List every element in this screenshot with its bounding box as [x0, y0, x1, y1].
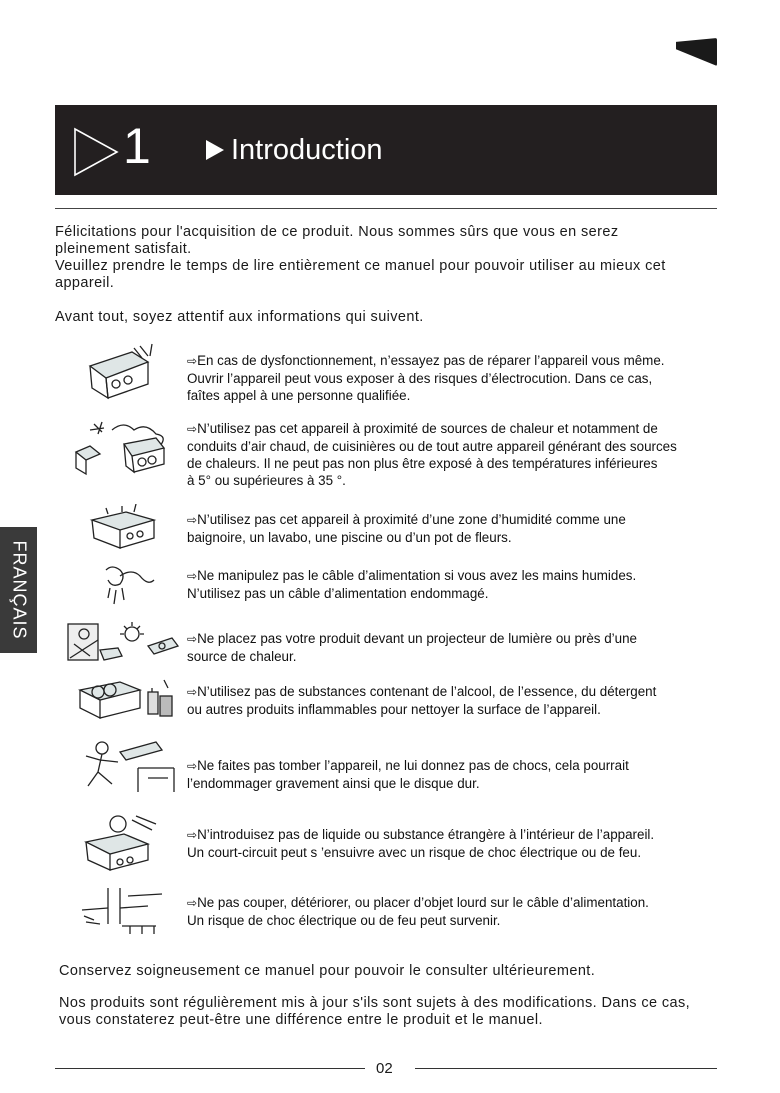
warning-text: Ne pas couper, détériorer, ou placer d’objet lourd sur le câble d’alimentation.	[197, 895, 649, 910]
warning-text: source de chaleur.	[187, 649, 297, 664]
intro-text	[55, 224, 715, 326]
banner-divider	[55, 208, 717, 209]
keep-manual-note: Conservez soigneusement ce manuel pour pouvoir le consulter ultérieurement.	[59, 963, 596, 979]
sunlight-projector-icon	[64, 620, 180, 666]
repair-hazard-icon	[82, 342, 162, 402]
warning-text: N’utilisez pas cet appareil à proximité d’une zone d’humidité comme une	[197, 512, 626, 527]
chapter-play-icon	[73, 127, 119, 177]
drop-shock-icon	[78, 738, 178, 794]
warning-item	[187, 352, 727, 404]
warning-item	[187, 630, 727, 665]
chapter-title: Introduction	[231, 134, 383, 166]
title-bullet-icon	[206, 140, 224, 160]
intro-line: appareil.	[55, 275, 115, 291]
warning-text: conduits d’air chaud, de cuisinières ou de tout autre appareil générant des sources	[187, 439, 677, 454]
warning-text: N’utilisez pas un câble d’alimentation endommagé.	[187, 586, 489, 601]
arrow-icon: ⇨	[187, 632, 198, 646]
warning-item	[187, 757, 727, 792]
footer-rule-right	[415, 1068, 717, 1069]
language-tab	[0, 527, 37, 653]
warning-item	[187, 826, 727, 861]
warning-text: En cas de dysfonctionnement, n’essayez pas de réparer l’appareil vous même.	[197, 353, 665, 368]
updates-line: vous constaterez peut-être une différence entre le produit et le manuel.	[59, 1012, 543, 1028]
intro-line: pleinement satisfait.	[55, 241, 192, 257]
warning-item	[187, 567, 727, 602]
heat-source-icon	[72, 418, 172, 476]
warning-text: Ouvrir l’appareil peut vous exposer à des risques d’électrocution. Dans ce cas,	[187, 371, 653, 386]
warning-item	[187, 511, 727, 546]
warning-text: Un risque de choc électrique ou de feu peut survenir.	[187, 913, 501, 928]
arrow-icon: ⇨	[187, 828, 198, 842]
warning-text: N’utilisez pas cet appareil à proximité de sources de chaleur et notamment de	[197, 421, 658, 436]
warning-text: Ne manipulez pas le câble d’alimentation si vous avez les mains humides.	[197, 568, 637, 583]
arrow-icon: ⇨	[187, 422, 198, 436]
arrow-icon: ⇨	[187, 513, 198, 527]
chemical-cleaner-icon	[72, 676, 176, 722]
warning-text: N’introduisez pas de liquide ou substance étrangère à l’intérieur de l’appareil.	[197, 827, 655, 842]
attention-line: Avant tout, soyez attentif aux informations qui suivent.	[55, 309, 424, 325]
warning-text: de chaleurs. Il ne peut pas non plus être exposé à des températures inférieures	[187, 456, 658, 471]
footer-rule-left	[55, 1068, 365, 1069]
warning-text: N’utilisez pas de substances contenant de l’alcool, de l’essence, du détergent	[197, 684, 657, 699]
warning-text: Ne placez pas votre produit devant un projecteur de lumière ou près d’une	[197, 631, 637, 646]
warning-item	[187, 683, 727, 718]
arrow-icon: ⇨	[187, 685, 198, 699]
warning-text: Un court-circuit peut s ’ensuivre avec un risque de choc électrique ou de feu.	[187, 845, 642, 860]
humidity-icon	[86, 504, 162, 554]
updates-note	[59, 995, 729, 1029]
arrow-icon: ⇨	[187, 354, 198, 368]
warning-text: à 5° ou supérieures à 35 °.	[187, 473, 346, 488]
arrow-icon: ⇨	[187, 759, 198, 773]
warning-text: faîtes appel à une personne qualifiée.	[187, 388, 411, 403]
chapter-banner	[55, 105, 717, 195]
chapter-number: 1	[123, 118, 152, 174]
language-label: FRANÇAIS	[9, 540, 29, 640]
intro-line: Veuillez prendre le temps de lire entièrement ce manuel pour pouvoir utiliser au mieux cet	[55, 258, 666, 274]
cable-damage-icon	[78, 886, 170, 936]
liquid-intrusion-icon	[76, 814, 160, 872]
page-corner-tab	[676, 38, 717, 66]
warning-text: l’endommager gravement ainsi que le disque dur.	[187, 776, 480, 791]
warning-text: ou autres produits inflammables pour nettoyer la surface de l’appareil.	[187, 702, 601, 717]
intro-line: Félicitations pour l'acquisition de ce produit. Nous sommes sûrs que vous en serez	[55, 224, 619, 240]
wet-hands-cable-icon	[98, 562, 158, 608]
warning-item	[187, 894, 727, 929]
warning-item	[187, 420, 727, 489]
warning-text: baignoire, un lavabo, une piscine ou d’un pot de fleurs.	[187, 530, 512, 545]
arrow-icon: ⇨	[187, 896, 198, 910]
updates-line: Nos produits sont régulièrement mis à jour s'ils sont sujets à des modifications. Dans ce cas,	[59, 995, 691, 1011]
page-number: 02	[376, 1060, 393, 1077]
arrow-icon: ⇨	[187, 569, 198, 583]
warning-text: Ne faites pas tomber l’appareil, ne lui donnez pas de chocs, cela pourrait	[197, 758, 629, 773]
